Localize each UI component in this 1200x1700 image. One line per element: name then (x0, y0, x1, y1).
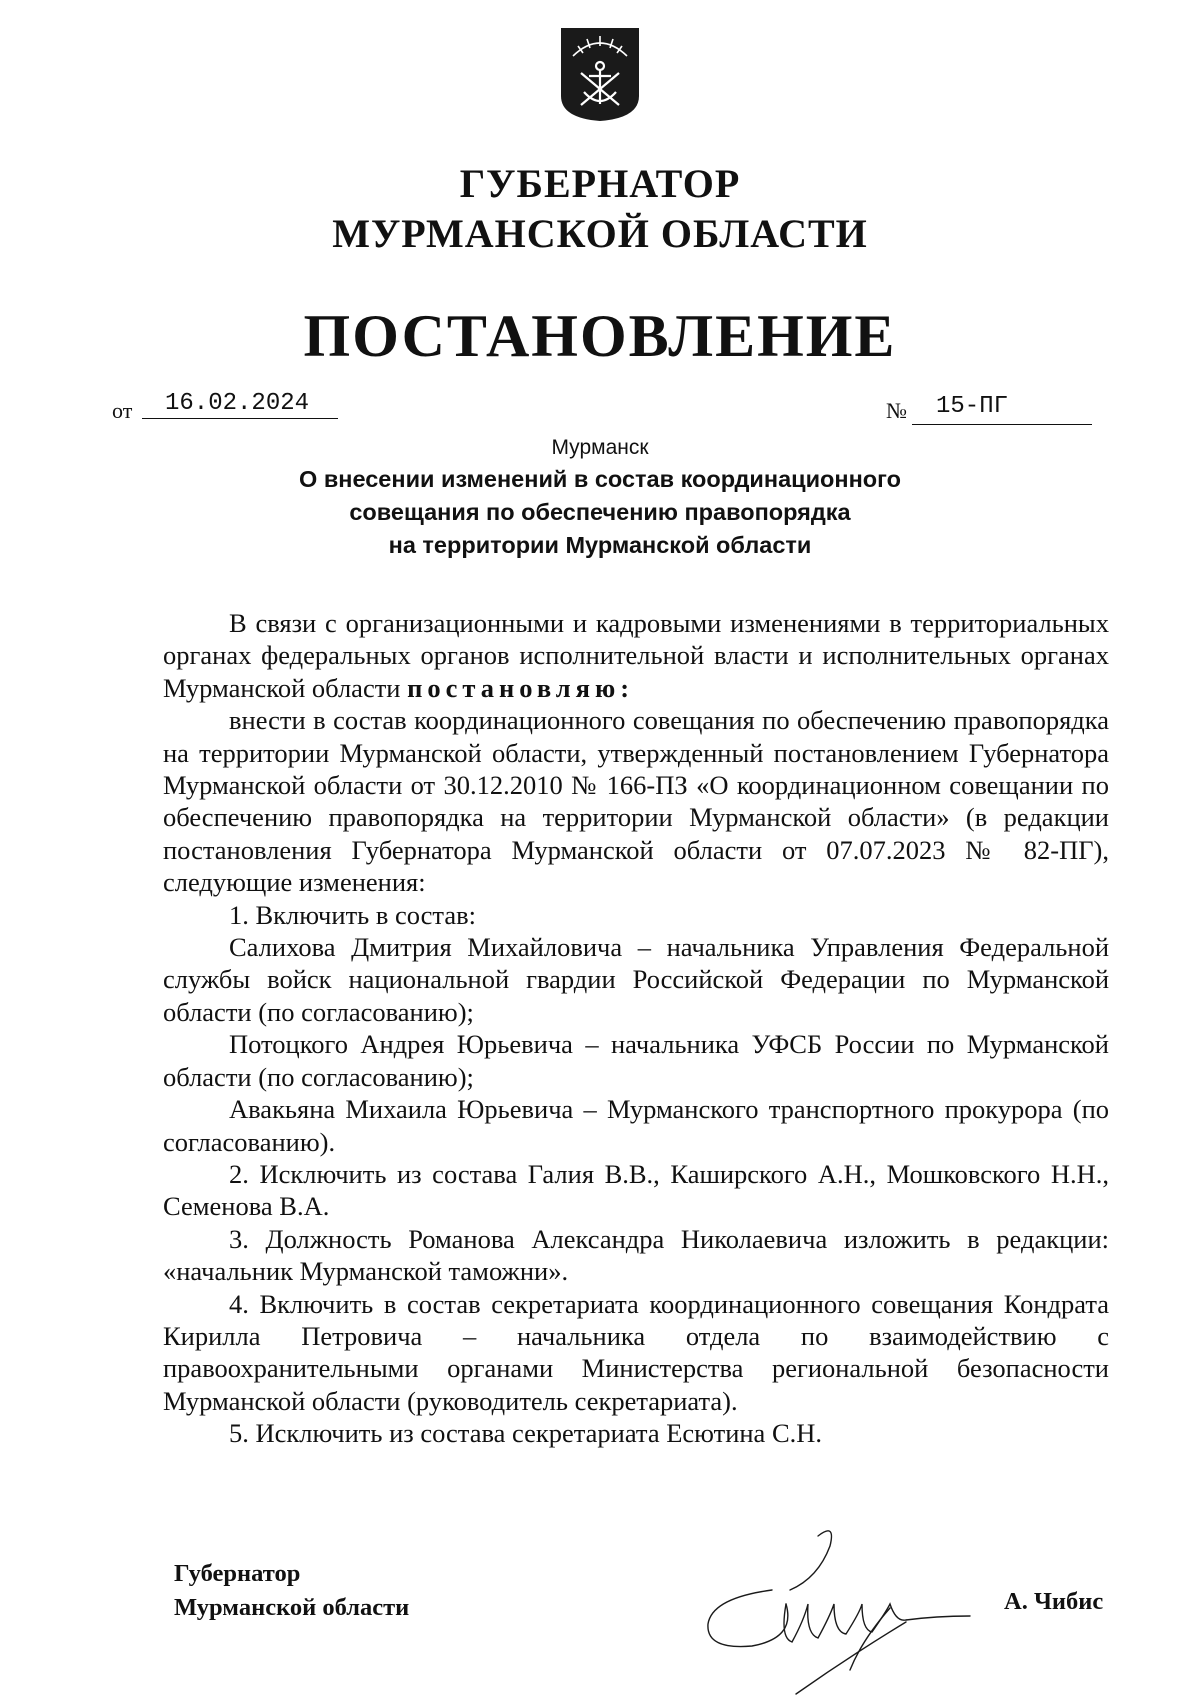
document-body (163, 607, 1109, 1450)
document-subject (230, 463, 970, 562)
body-paragraph: Потоцкого Андрея Юрьевича – начальника УФСБ России по Мурманской области (по согласованию); (163, 1029, 1109, 1092)
subject-line: совещания по обеспечению правопорядка (349, 499, 851, 525)
subject-line: О внесении изменений в состав координационного (299, 466, 901, 492)
date-underline (142, 418, 338, 419)
signatory-name: А. Чибис (1004, 1588, 1104, 1615)
document-number: 15-ПГ (936, 393, 1009, 420)
body-paragraph: 1. Включить в состав: (229, 899, 476, 930)
subject-line: на территории Мурманской области (388, 532, 812, 558)
city: Мурманск (551, 436, 649, 459)
signatory-title (174, 1557, 409, 1625)
issuer-title: ГУБЕРНАТОР (459, 161, 741, 206)
body-paragraph: 4. Включить в состав секретариата координационного совещания Кондрата Кирилла Петровича – начальника отдела по взаимодействию с правоохранительными органами Министерства региональной безопасности Мурманской области (руководитель секретариата). (163, 1288, 1109, 1416)
number-prefix: № (886, 398, 907, 423)
preamble-text: В связи с организационными и кадровыми изменениями в территориальных органах федеральных органов исполнительной власти и исполнительных органах Мурманской области (163, 608, 1109, 703)
document-date: 16.02.2024 (165, 390, 310, 417)
body-paragraph: 5. Исключить из состава секретариата Есютина С.Н. (229, 1418, 823, 1449)
signatory-title-line: Мурманской области (174, 1594, 410, 1621)
body-paragraph: 2. Исключить из состава Галия В.В., Каширского А.Н., Мошковского Н.Н., Семенова В.А. (163, 1158, 1109, 1222)
signatory-title-line: Губернатор (174, 1560, 301, 1587)
number-underline (912, 424, 1092, 425)
preamble-paragraph (163, 607, 1109, 704)
issuer-region: МУРМАНСКОЙ ОБЛАСТИ (332, 211, 868, 256)
body-paragraph: Авакьяна Михаила Юрьевича – Мурманского транспортного прокурора (по согласованию). (163, 1094, 1109, 1157)
coat-of-arms-icon (559, 26, 641, 122)
document-type: ПОСТАНОВЛЕНИЕ (303, 303, 897, 369)
date-prefix: от (112, 398, 133, 423)
body-paragraph: 3. Должность Романова Александра Николаевича изложить в редакции: «начальник Мурманской таможни». (163, 1223, 1109, 1287)
body-paragraph: Салихова Дмитрия Михайловича – начальника Управления Федеральной службы войск национальной гвардии Российской Федерации по Мурманской области (по согласованию); (163, 932, 1109, 1027)
body-paragraph: внести в состав координационного совещания по обеспечению правопорядка на территории Мурманской области, утвержденный постановлением Губернатора Мурманской области от 30.12.2010 № 166-ПЗ «О координационном совещании по обеспечению правопорядка на территории Мурманской области» (в редакции постановления Губернатора Мурманской области от 07.07.2023 № 82-ПГ), следующие изменения: (163, 705, 1109, 898)
resolve-word: постановляю: (407, 672, 635, 703)
handwritten-signature (700, 1520, 1000, 1695)
